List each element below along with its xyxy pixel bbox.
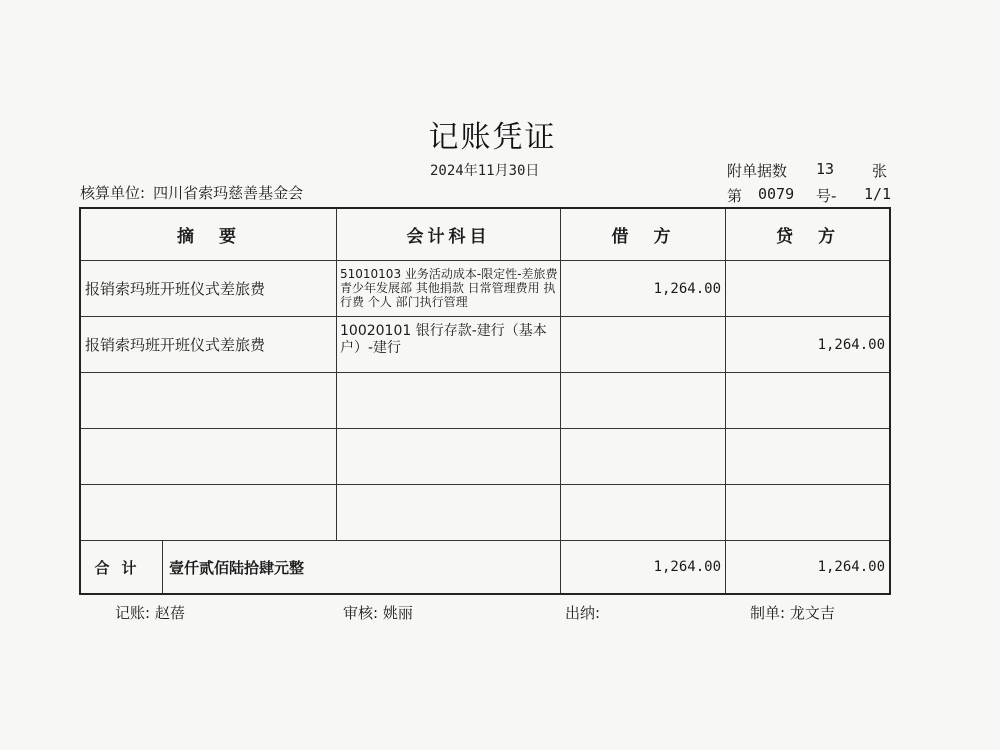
header-summary: 摘 要 [81,209,337,261]
row-3-account [337,373,561,429]
accounting-unit-name: 四川省索玛慈善基金会 [153,184,304,202]
header-account: 会计科目 [337,209,561,261]
row-4-credit [726,429,889,485]
row-4-summary [81,429,337,485]
row-1-summary: 报销索玛班开班仪式差旅费 [81,261,337,317]
voucher-table [79,207,891,595]
header-credit: 贷 方 [726,209,889,261]
voucher-no-number: 0079 [758,185,795,203]
row-3-debit [561,373,726,429]
voucher-title: 记账凭证 [428,120,557,155]
attachments-unit: 张 [872,162,888,180]
row-3-credit [726,373,889,429]
voucher-no-prefix: 第 [727,187,743,205]
row-2-summary: 报销索玛班开班仪式差旅费 [81,317,337,373]
row-5-credit [726,485,889,541]
accounting-unit-label: 核算单位: [80,184,146,202]
total-label: 合计 [81,541,163,593]
reviewer: 审核: 姚丽 [343,604,413,622]
preparer: 制单: 龙文吉 [750,604,835,622]
row-3-summary [81,373,337,429]
row-5-account [337,485,561,541]
voucher-date: 2024年11月30日 [430,163,540,179]
attachments-label: 附单据数 [727,162,788,180]
row-4-debit [561,429,726,485]
row-1-credit [726,261,889,317]
voucher-no-suffix: 号- [816,187,837,205]
total-credit: 1,264.00 [817,559,885,575]
row-1-account: 51010103 业务活动成本-限定性-差旅费 青少年发展部 其他捐款 日常管理费用 执行费 个人 部门执行管理 [337,261,561,317]
bookkeeper: 记账: 赵蓓 [115,604,185,622]
voucher-page: 1/1 [864,185,892,203]
cashier: 出纳: [565,604,601,622]
header-debit: 借 方 [561,209,726,261]
accounting-unit [80,182,311,203]
row-1-debit: 1,264.00 [561,261,726,317]
row-4-account [337,429,561,485]
total-amount-in-words: 壹仟贰佰陆拾肆元整 [163,541,561,593]
attachments-count: 13 [816,160,835,178]
row-5-summary [81,485,337,541]
row-2-account: 10020101 银行存款-建行（基本户）-建行 [337,317,561,373]
row-2-credit: 1,264.00 [726,317,889,373]
row-2-debit [561,317,726,373]
row-5-debit [561,485,726,541]
total-debit: 1,264.00 [561,541,726,593]
